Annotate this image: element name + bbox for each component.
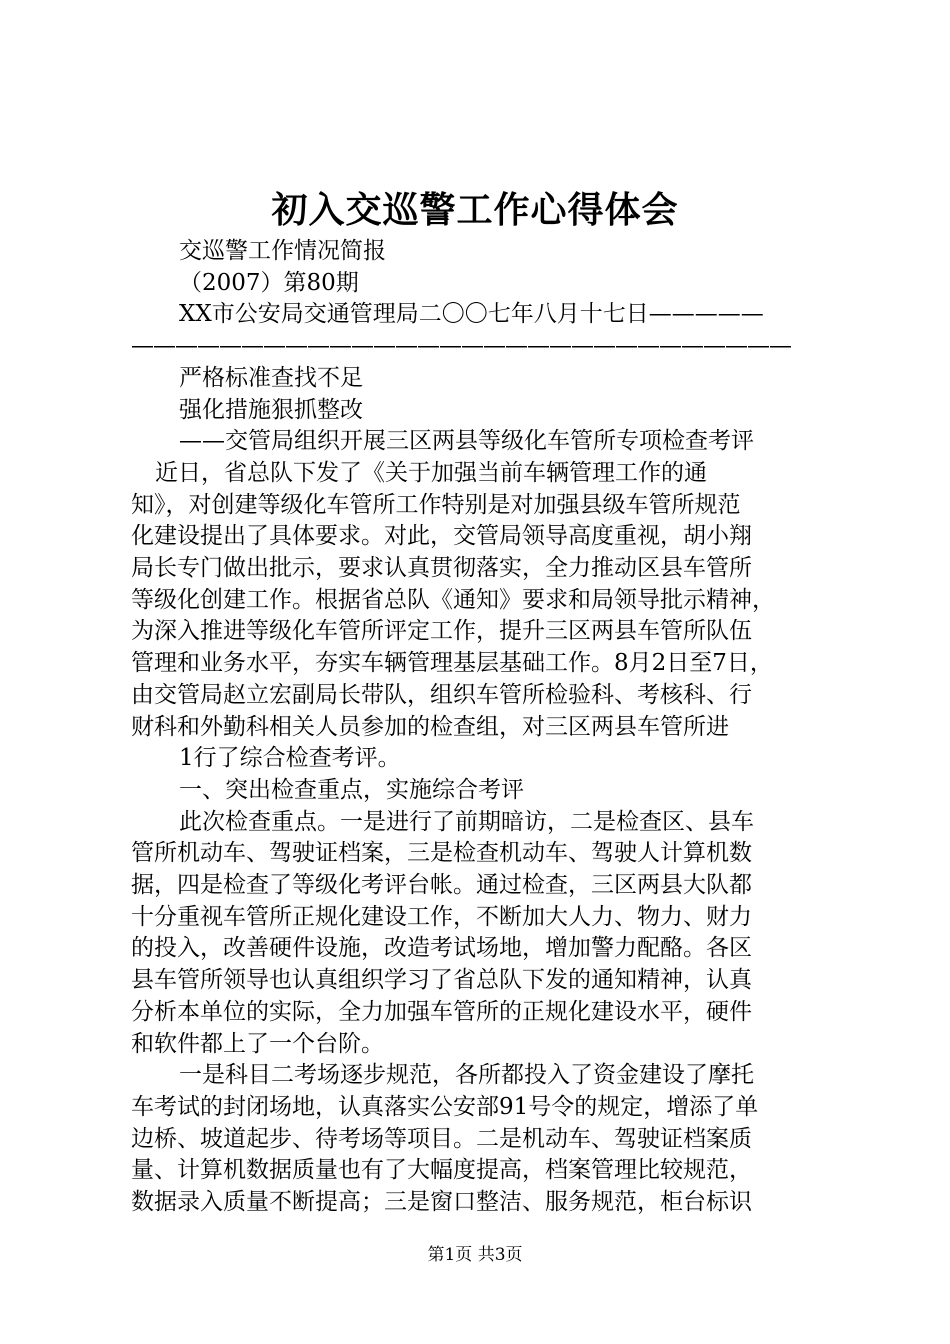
text-line: 一是科目二考场逐步规范，各所都投入了资金建设了摩托 <box>179 1062 754 1089</box>
text-line: 化建设提出了具体要求。对此，交管局领导高度重视，胡小翔 <box>131 523 752 550</box>
text-line: 知》，对创建等级化车管所工作特别是对加强县级车管所规范 <box>131 491 741 518</box>
page-footer: 第1页 共3页 <box>427 1245 523 1265</box>
text-line: 严格标准查找不足 <box>179 364 363 391</box>
text-line: 据，四是检查了等级化考评台帐。通过检查，三区两县大队都 <box>131 872 752 899</box>
text-line: 的投入，改善硬件设施，改造考试场地，增加警力配酪。各区 <box>131 935 752 962</box>
text-line: 1行了综合检查考评。 <box>179 745 401 772</box>
text-line: 和软件都上了一个台阶。 <box>131 1030 384 1057</box>
text-line: 车考试的封闭场地，认真落实公安部91号令的规定，增添了单 <box>131 1093 759 1120</box>
document-body <box>131 236 831 1219</box>
text-line: 由交管局赵立宏副局长带队，组织车管所检验科、考核科、行 <box>131 681 752 708</box>
text-line: 十分重视车管所正规化建设工作，不断加大人力、物力、财力 <box>131 903 752 930</box>
text-line: ——交管局组织开展三区两县等级化车管所专项检查考评 <box>179 428 754 455</box>
text-line: 边桥、坡道起步、待考场等项目。二是机动车、驾驶证档案质 <box>131 1125 752 1152</box>
text-line: 管理和业务水平，夯实车辆管理基层基础工作。8月2日至7日， <box>131 650 773 677</box>
text-line: 此次检查重点。一是进行了前期暗访，二是检查区、县车 <box>179 808 754 835</box>
text-line: XX市公安局交通管理局二〇〇七年八月十七日————— <box>179 301 764 328</box>
text-line: 等级化创建工作。根据省总队《通知》要求和局领导批示精神， <box>131 586 775 613</box>
text-line: 财科和外勤科相关人员参加的检查组，对三区两县车管所进 <box>131 713 729 740</box>
text-line: （2007）第80期 <box>179 269 359 296</box>
text-line: 县车管所领导也认真组织学习了省总队下发的通知精神，认真 <box>131 967 752 994</box>
text-line: 量、计算机数据质量也有了大幅度提高，档案管理比较规范， <box>131 1157 752 1184</box>
text-line: 强化措施狠抓整改 <box>179 396 363 423</box>
text-line: 近日，省总队下发了《关于加强当前车辆管理工作的通 <box>155 459 707 486</box>
text-line: —————————————————————————————— <box>131 333 791 360</box>
text-line: 局长专门做出批示，要求认真贯彻落实，全力推动区县车管所 <box>131 555 752 582</box>
text-line: 一、突出检查重点，实施综合考评 <box>179 776 524 803</box>
document-title: 初入交巡警工作心得体会 <box>271 189 679 231</box>
text-line: 分析本单位的实际，全力加强车管所的正规化建设水平，硬件 <box>131 998 752 1025</box>
text-line: 数据录入质量不断提高；三是窗口整洁、服务规范，柜台标识 <box>131 1189 752 1216</box>
text-line: 管所机动车、驾驶证档案，三是检查机动车、驾驶人计算机数 <box>131 840 752 867</box>
text-line: 为深入推进等级化车管所评定工作，提升三区两县车管所队伍 <box>131 618 752 645</box>
text-line: 交巡警工作情况简报 <box>179 238 386 264</box>
